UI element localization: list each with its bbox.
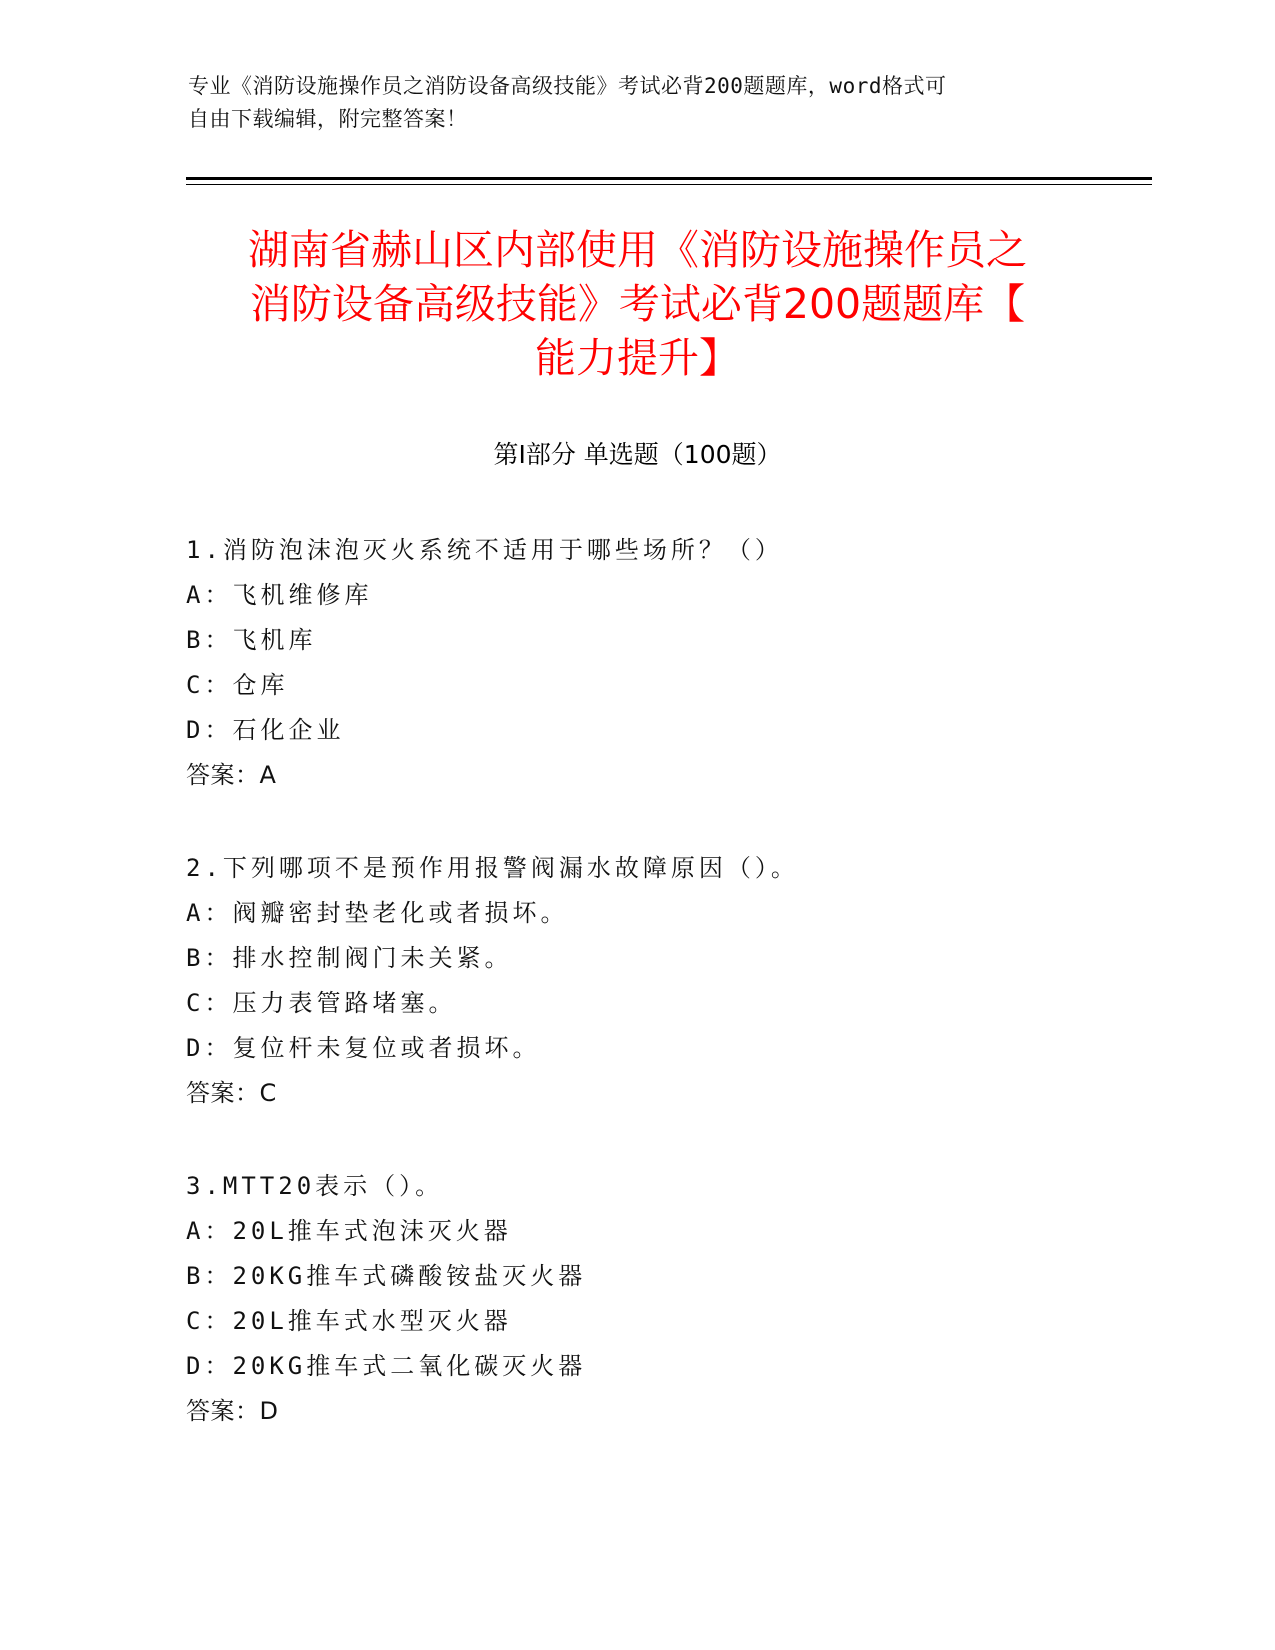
option-c: C：仓库 [186,671,289,699]
document-title-line-3: 能力提升】 [535,334,740,382]
option-b: B：20KG推车式磷酸铵盐灭火器 [186,1262,587,1290]
option-d: D：20KG推车式二氧化碳灭火器 [186,1352,587,1380]
header-note [188,70,1088,136]
question-1 [186,528,1086,798]
option-a: A：20L推车式泡沫灭火器 [186,1217,512,1245]
option-a: A：飞机维修库 [186,581,373,609]
document-title [190,223,1085,385]
option-b: B：排水控制阀门未关紧。 [186,944,513,972]
document-title-line-2: 消防设备高级技能》考试必背200题题库【 [249,280,1026,328]
answer: 答案：D [186,1397,279,1425]
question-stem: 2.下列哪项不是预作用报警阀漏水故障原因（）。 [186,854,799,882]
question-3 [186,1164,1086,1434]
document-title-line-1: 湖南省赫山区内部使用《消防设施操作员之 [248,226,1027,274]
question-stem: 1.消防泡沫泡灭火系统不适用于哪些场所？（） [186,536,783,564]
header-divider-thin [186,184,1152,185]
answer: 答案：C [186,1079,277,1107]
header-note-line-1: 专业《消防设施操作员之消防设备高级技能》考试必背200题题库，word格式可 [188,74,947,98]
answer: 答案：A [186,761,277,789]
option-c: C：压力表管路堵塞。 [186,989,457,1017]
option-d: D：复位杆未复位或者损坏。 [186,1034,541,1062]
question-2 [186,846,1086,1116]
option-c: C：20L推车式水型灭火器 [186,1307,512,1335]
option-d: D：石化企业 [186,716,345,744]
option-b: B：飞机库 [186,626,317,654]
header-note-line-2: 自由下载编辑，附完整答案！ [188,107,468,131]
question-stem: 3.MTT20表示（）。 [186,1172,444,1200]
header-divider-thick [186,177,1152,180]
option-a: A：阀瓣密封垫老化或者损坏。 [186,899,569,927]
section-heading: 第I部分 单选题（100题） [493,440,782,469]
